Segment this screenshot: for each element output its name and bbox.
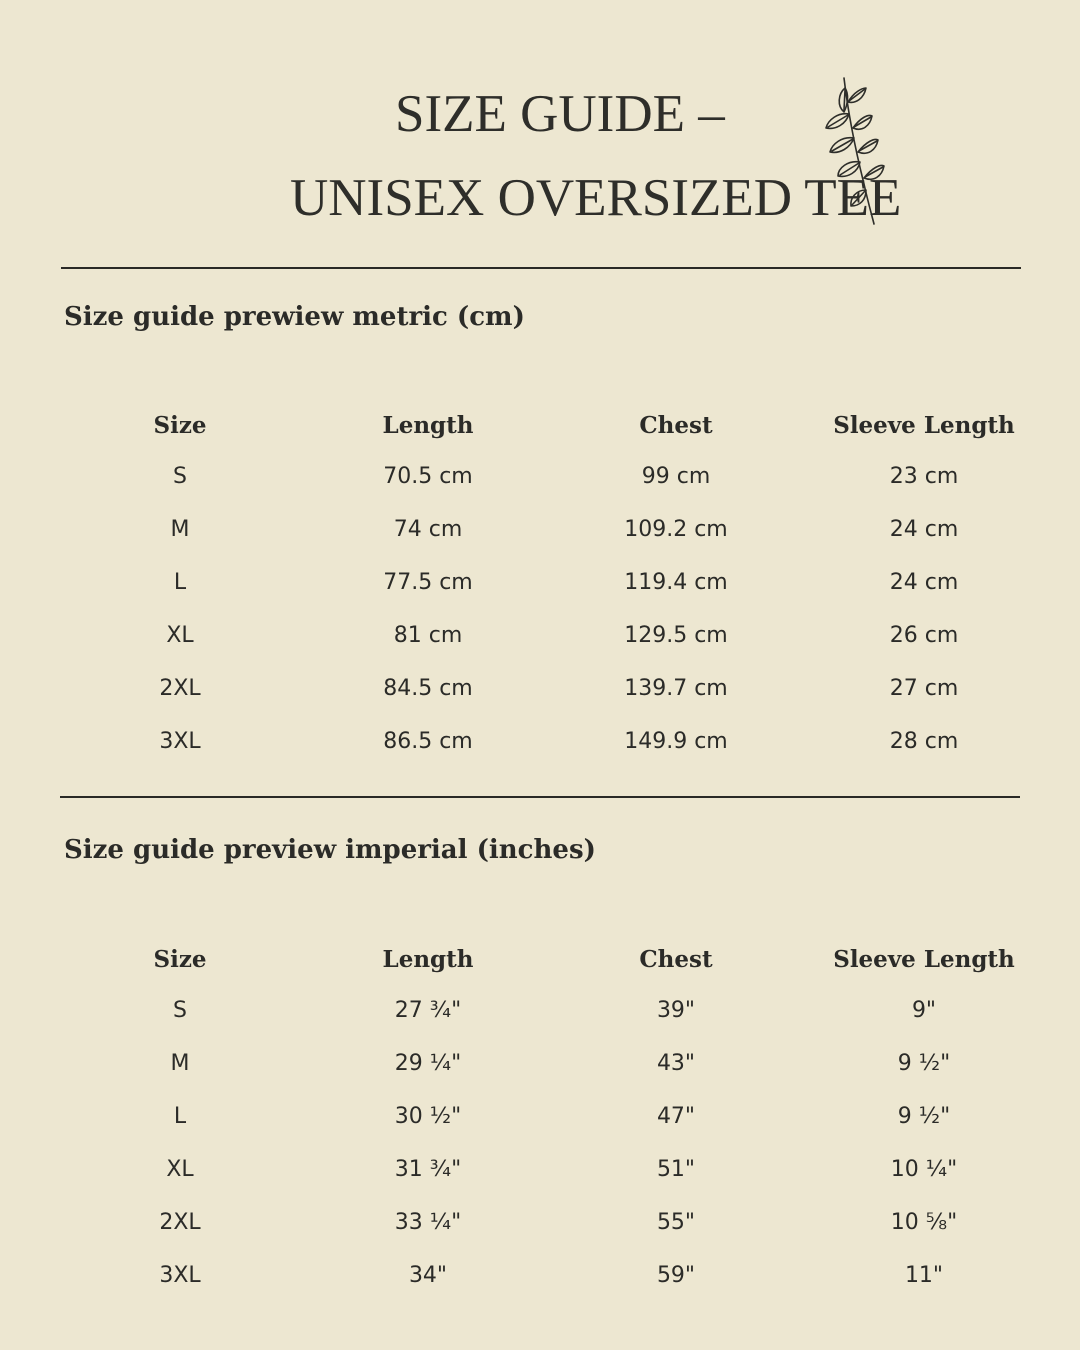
cell-sleeve-length: 27 cm <box>889 676 959 701</box>
cell-sleeve-length: 23 cm <box>889 464 959 489</box>
cell-size: S <box>173 998 187 1023</box>
column-header-size: Size <box>153 945 207 973</box>
cell-length: 31 ¾" <box>394 1157 462 1182</box>
cell-sleeve-length: 24 cm <box>889 570 959 595</box>
table-row <box>56 503 1048 556</box>
cell-length: 34" <box>408 1263 448 1288</box>
column-header-length: Length <box>382 945 474 973</box>
cell-sleeve-length: 9" <box>911 998 937 1023</box>
divider-top <box>61 267 1021 269</box>
table-row <box>56 662 1048 715</box>
cell-length: 74 cm <box>393 517 463 542</box>
cell-length: 30 ½" <box>394 1104 462 1129</box>
cell-size: 2XL <box>159 1210 201 1235</box>
cell-length: 77.5 cm <box>383 570 473 595</box>
table-row <box>56 1249 1048 1302</box>
table-row <box>56 1037 1048 1090</box>
cell-sleeve-length: 28 cm <box>889 729 959 754</box>
cell-sleeve-length: 9 ½" <box>897 1104 951 1129</box>
cell-chest: 149.9 cm <box>624 729 728 754</box>
metric-section-heading: Size guide prewiew metric (cm) <box>64 302 525 332</box>
cell-chest: 129.5 cm <box>624 623 728 648</box>
cell-chest: 51" <box>656 1157 696 1182</box>
table-row <box>56 450 1048 503</box>
divider-middle <box>60 796 1020 798</box>
column-header-chest: Chest <box>639 945 713 973</box>
metric-size-table <box>56 400 1048 768</box>
cell-length: 29 ¼" <box>394 1051 462 1076</box>
table-row <box>56 609 1048 662</box>
cell-chest: 119.4 cm <box>624 570 728 595</box>
cell-size: M <box>170 1051 190 1076</box>
cell-chest: 99 cm <box>641 464 711 489</box>
column-header-length: Length <box>382 411 474 439</box>
cell-sleeve-length: 26 cm <box>889 623 959 648</box>
cell-chest: 55" <box>656 1210 696 1235</box>
column-header-size: Size <box>153 411 207 439</box>
table-row <box>56 1090 1048 1143</box>
table-row <box>56 1143 1048 1196</box>
table-header-row <box>56 400 1048 450</box>
page-title-line-2: UNISEX OVERSIZED TEE <box>290 169 902 227</box>
column-header-chest: Chest <box>639 411 713 439</box>
cell-sleeve-length: 11" <box>904 1263 944 1288</box>
cell-sleeve-length: 10 ⅝" <box>890 1210 958 1235</box>
cell-size: XL <box>166 1157 194 1182</box>
column-header-sleeve-length: Sleeve Length <box>833 411 1015 439</box>
cell-size: L <box>173 570 187 595</box>
leaf-sprig-icon <box>818 72 888 230</box>
imperial-section-heading: Size guide preview imperial (inches) <box>64 835 596 865</box>
cell-length: 33 ¼" <box>394 1210 462 1235</box>
column-header-sleeve-length: Sleeve Length <box>833 945 1015 973</box>
cell-sleeve-length: 10 ¼" <box>890 1157 958 1182</box>
table-row <box>56 1196 1048 1249</box>
cell-length: 70.5 cm <box>383 464 473 489</box>
cell-size: 3XL <box>159 1263 201 1288</box>
imperial-size-table <box>56 934 1048 1302</box>
table-row <box>56 984 1048 1037</box>
cell-chest: 109.2 cm <box>624 517 728 542</box>
cell-size: 3XL <box>159 729 201 754</box>
cell-sleeve-length: 24 cm <box>889 517 959 542</box>
table-row <box>56 715 1048 768</box>
cell-chest: 43" <box>656 1051 696 1076</box>
cell-length: 81 cm <box>393 623 463 648</box>
cell-size: 2XL <box>159 676 201 701</box>
cell-chest: 139.7 cm <box>624 676 728 701</box>
cell-length: 84.5 cm <box>383 676 473 701</box>
table-header-row <box>56 934 1048 984</box>
page-title-line-1: SIZE GUIDE – <box>395 85 725 143</box>
cell-chest: 47" <box>656 1104 696 1129</box>
cell-length: 27 ¾" <box>394 998 462 1023</box>
cell-size: XL <box>166 623 194 648</box>
table-row <box>56 556 1048 609</box>
cell-chest: 59" <box>656 1263 696 1288</box>
cell-sleeve-length: 9 ½" <box>897 1051 951 1076</box>
cell-size: L <box>173 1104 187 1129</box>
cell-length: 86.5 cm <box>383 729 473 754</box>
cell-size: S <box>173 464 187 489</box>
cell-chest: 39" <box>656 998 696 1023</box>
cell-size: M <box>170 517 190 542</box>
